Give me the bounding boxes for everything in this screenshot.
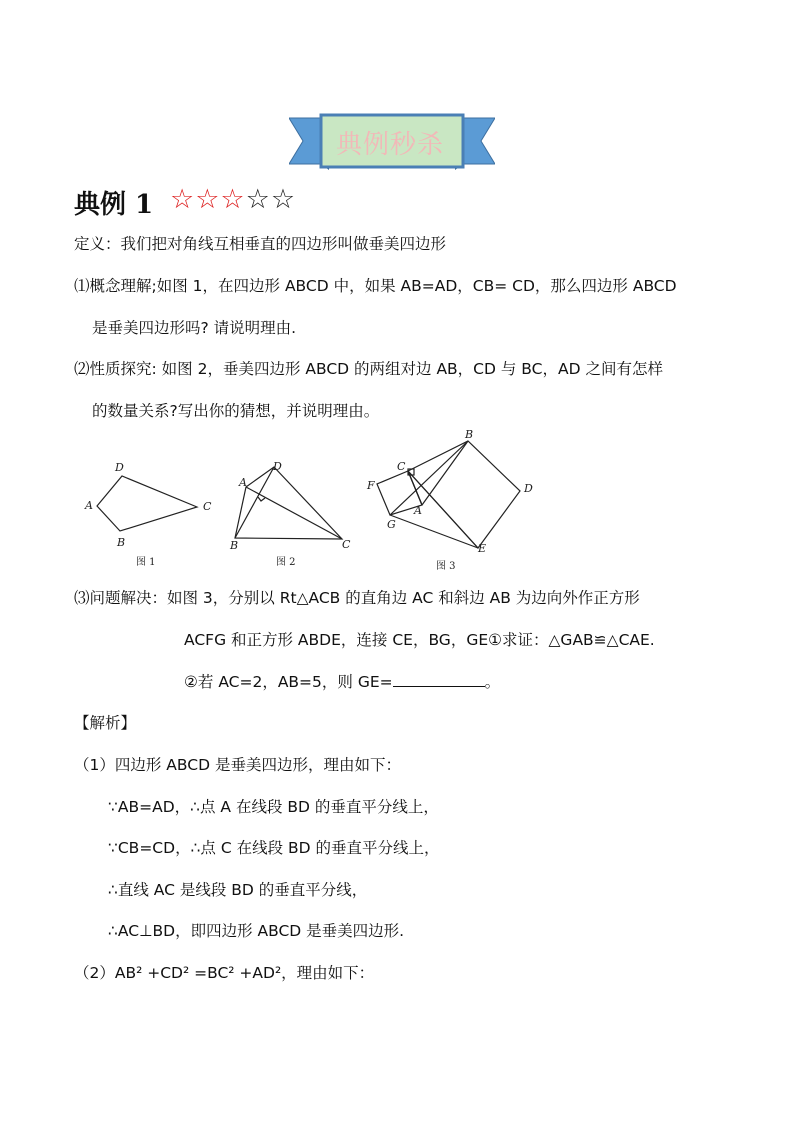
q3-line3 [184,670,500,692]
q2-line1: ⑵性质探究: 如图 2，垂美四边形 ABCD 的两组对边 AB，CD 与 BC，AD 之间有怎样 [74,360,663,378]
solution-line5: ∴AC⊥BD，即四边形 ABCD 是垂美四边形. [108,922,405,940]
q2-line2: 的数量关系?写出你的猜想，并说明理由。 [92,402,380,420]
definition-text: 定义：我们把对角线互相垂直的四边形叫做垂美四边形 [74,235,447,253]
geometry-figures [80,426,550,576]
fig2-label-b: B [230,539,239,552]
q3-line3-prefix: ②若 AC=2，AB=5，则 GE= [184,673,393,691]
fig1-label-c: C [203,500,212,513]
figure-3 [377,441,520,548]
solution-line3: ∵CB=CD，∴点 C 在线段 BD 的垂直平分线上， [108,839,440,857]
fig3-label-a: A [414,504,422,517]
answer-blank[interactable] [393,672,485,687]
fig2-caption: 图 2 [276,557,296,568]
fig3-caption: 图 3 [436,561,456,572]
solution-line4: ∴直线 AC 是线段 BD 的垂直平分线， [108,881,368,899]
difficulty-stars [170,184,296,215]
solution-line2: ∵AB=AD，∴点 A 在线段 BD 的垂直平分线上， [108,798,439,816]
fig1-label-d: D [115,461,124,474]
q3-line2: ACFG 和正方形 ABDE，连接 CE，BG，GE①求证：△GAB≌△CAE. [184,631,655,649]
fig3-label-g: G [387,518,396,531]
banner-title: 典例秒杀 [335,129,444,160]
empty-stars: ☆☆ [245,184,297,215]
filled-stars: ☆☆☆ [170,184,246,215]
fig1-caption: 图 1 [136,557,156,568]
fig3-label-f: F [367,479,375,492]
fig3-label-b: B [465,428,474,441]
q3-line3-suffix: 。 [484,673,501,691]
fig2-label-d: D [273,460,282,473]
figure-2 [235,467,342,539]
solution-label: 【解析】 [74,714,137,732]
q3-line1: ⑶问题解决：如图 3，分别以 Rt△ACB 的直角边 AC 和斜边 AB 为边向外作正方形 [74,589,640,607]
solution-line1: （1）四边形 ABCD 是垂美四边形，理由如下： [74,756,401,774]
fig2-label-a: A [239,476,247,489]
fig3-label-d: D [524,482,533,495]
fig3-label-e: E [478,542,487,555]
q1-line2: 是垂美四边形吗? 请说明理由. [92,319,297,337]
fig1-label-a: A [85,499,93,512]
q1-line1: ⑴概念理解;如图 1，在四边形 ABCD 中，如果 AB=AD，CB= CD，那么四边形 ABCD [74,277,677,295]
fig2-label-c: C [342,538,351,551]
solution-line6: （2）AB² +CD² =BC² +AD²，理由如下： [74,964,375,982]
example-title: 典例 1 [74,190,154,220]
figure-1 [97,476,197,531]
fig1-label-b: B [117,536,126,549]
fig3-label-c: C [397,460,406,473]
